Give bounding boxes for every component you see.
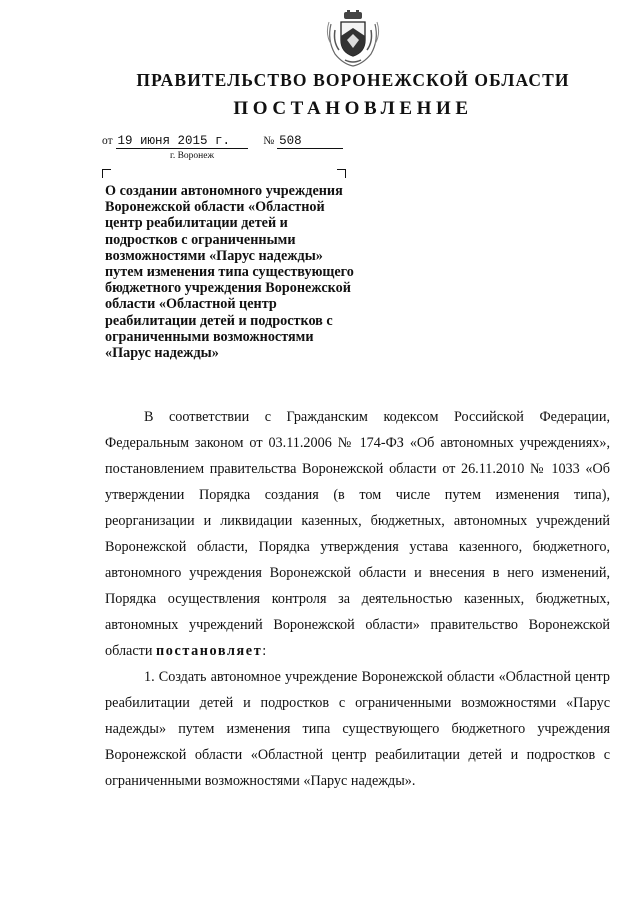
title-bracket-left [102,169,111,178]
title-line: путем изменения типа существующего [105,264,354,281]
title-line: подростков с ограниченными [105,231,296,248]
dateline [102,134,343,149]
title-line: возможностями «Парус надежды» [105,247,323,264]
document-title [105,183,390,361]
title-bracket-right [337,169,346,178]
document-type-title: ПОСТАНОВЛЕНИЕ [233,98,473,119]
clause-1-paragraph: 1. Создать автономное учреждение Воронежской области «Областной центр реабилитации детей и подростков с ограниченными возможностями «Парус надежды» путем изменения типа существующего бюджетного учреждения Воронежской области «Областной центр реабилитации детей и подростков с ограниченными возможностями «Парус надежды». [105,669,610,789]
decree-word: постановляет [155,643,263,659]
decree-colon: : [262,643,267,659]
title-line: О создании автономного учреждения [105,183,343,199]
government-name: ПРАВИТЕЛЬСТВО ВОРОНЕЖСКОЙ ОБЛАСТИ [136,70,570,90]
title-line: бюджетного учреждения Воронежской [105,280,351,297]
document-number: 508 [277,134,343,149]
title-line: Воронежской области «Областной [105,199,325,216]
title-line: «Парус надежды» [105,345,219,362]
preamble-paragraph [105,404,610,664]
title-line: ограниченными возможностями [105,328,314,345]
number-label: № [263,135,275,147]
document-date: 19 июня 2015 г. [116,134,248,149]
date-prefix-label: от [102,135,113,147]
coat-of-arms-emblem [325,10,381,68]
preamble-text: В соответствии с Гражданским кодексом Российской Федерации, Федеральным законом от 03.11.2006 № 174-ФЗ «Об автономных учреждениях», постановлением правительства Воронежской области от 26.11.2010 № 1033 «Об утверждении Порядка создания (в том числе путем изменения типа), реорганизации и ликвидации казенных, бюджетных, автономных учреждений Воронежской области, Порядка утверждения устава казенного, бюджетного, автономного учреждения Воронежской области и внесения в него изменений, Порядка осуществления контроля за деятельностью казенных, бюджетных, автономных учреждений Воронежской области» правительство Воронежской области [105,409,610,659]
title-line: реабилитации детей и подростков с [105,312,333,329]
city-label: г. Воронеж [170,151,215,161]
title-line: центр реабилитации детей и [105,215,288,232]
title-line: области «Областной центр [105,296,277,313]
document-body [105,404,610,794]
